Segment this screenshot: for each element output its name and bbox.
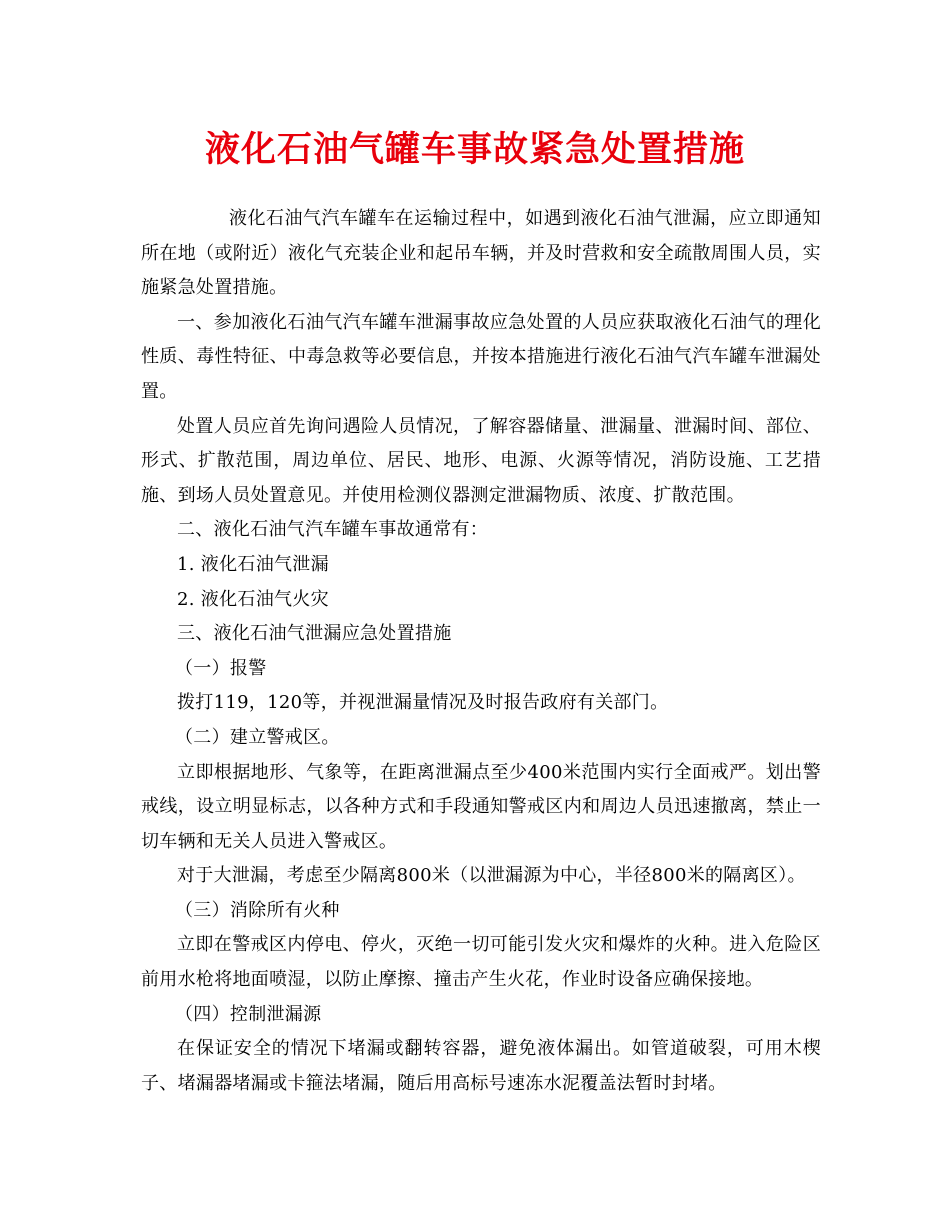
paragraph: 二、液化石油气汽车罐车事故通常有： <box>177 519 489 541</box>
paragraph: （四）控制泄漏源 <box>175 1003 322 1025</box>
paragraph: 对于大泄漏，考虑至少隔离800米（以泄漏源为中心，半径800米的隔离区）。 <box>177 865 806 887</box>
paragraph: 在保证安全的情况下堵漏或翻转容器，避免液体漏出。如管道破裂，可用木楔子、堵漏器堵漏或卡箍法堵漏，随后用高标号速冻水泥覆盖法暂时封堵。 <box>141 1038 821 1094</box>
paragraph: 1. 液化石油气泄漏 <box>177 553 329 575</box>
paragraph: （三）消除所有火种 <box>175 899 340 921</box>
paragraph: 2. 液化石油气火灾 <box>177 588 329 610</box>
paragraph: 立即根据地形、气象等，在距离泄漏点至少400米范围内实行全面戒严。划出警戒线，设立明显标志，以各种方式和手段通知警戒区内和周边人员迅速撤离，禁止一切车辆和无关人员进入警戒区。 <box>141 761 821 852</box>
paragraph: 立即在警戒区内停电、停火，灭绝一切可能引发火灾和爆炸的火种。进入危险区前用水枪将地面喷湿，以防止摩擦、撞击产生火花，作业时设备应确保接地。 <box>141 934 821 991</box>
paragraph: 液化石油气汽车罐车在运输过程中，如遇到液化石油气泄漏，应立即通知所在地（或附近）液化气充装企业和起吊车辆，并及时营救和安全疏散周围人员，实施紧急处置措施。 <box>141 208 821 299</box>
paragraph: 处置人员应首先询问遇险人员情况，了解容器储量、泄漏量、泄漏时间、部位、形式、扩散范围，周边单位、居民、地形、电源、火源等情况，消防设施、工艺措施、到场人员处置意见。并使用检测仪器测定泄漏物质、浓度、扩散范围。 <box>141 415 821 506</box>
page-title: 液化石油气罐车事故紧急处置措施 <box>204 129 745 170</box>
paragraph: （一）报警 <box>175 657 267 679</box>
paragraph: 三、液化石油气泄漏应急处置措施 <box>177 623 452 645</box>
document-body <box>141 202 821 1101</box>
paragraph: （二）建立警戒区。 <box>175 726 340 748</box>
paragraph: 拨打119，120等，并视泄漏量情况及时报告政府有关部门。 <box>177 692 669 714</box>
paragraph: 一、参加液化石油气汽车罐车泄漏事故应急处置的人员应获取液化石油气的理化性质、毒性特征、中毒急救等必要信息，并按本措施进行液化石油气汽车罐车泄漏处置。 <box>141 311 821 402</box>
